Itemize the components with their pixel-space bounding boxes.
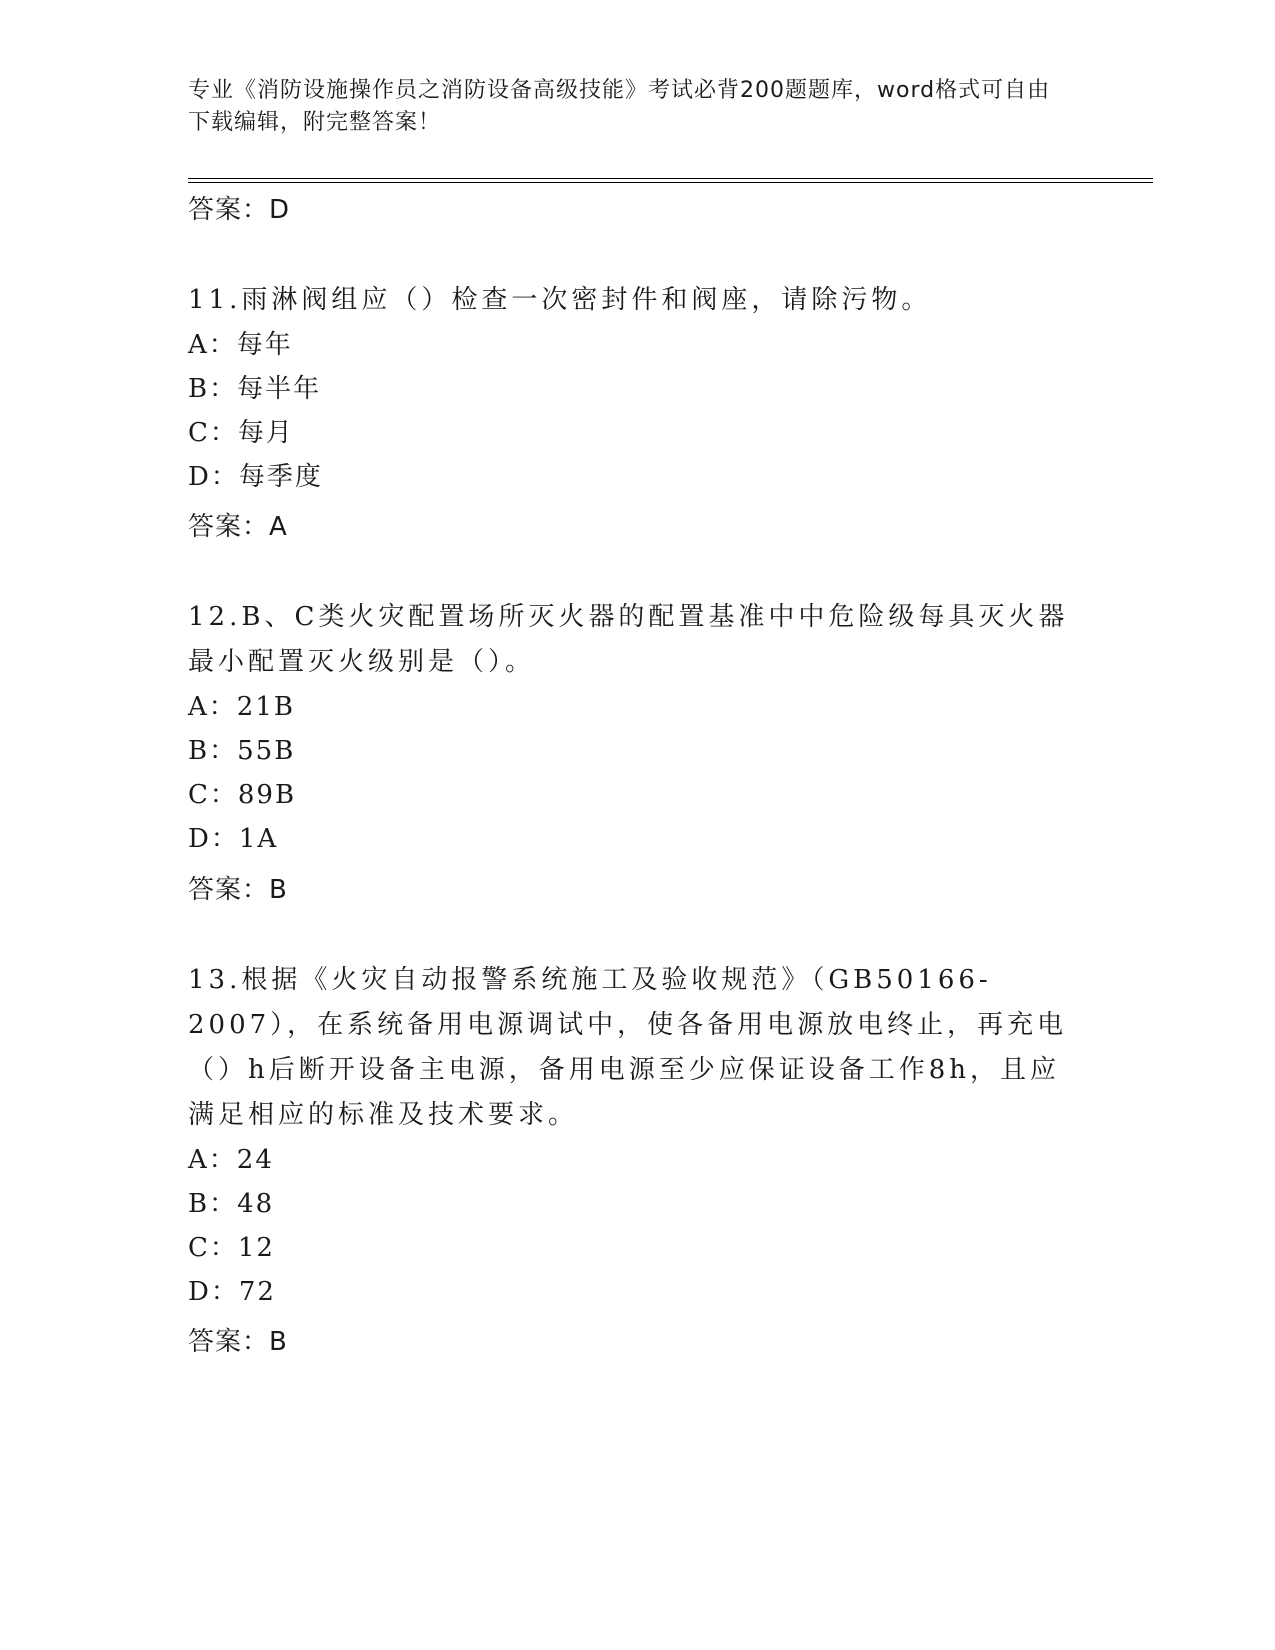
question-12-option-b: B：55B xyxy=(188,736,296,766)
question-12-option-d: D：1A xyxy=(188,824,279,854)
question-12-text: 12.B、C类火灾配置场所灭火器的配置基准中中危险级每具灭火器最小配置灭火级别是（）。 xyxy=(188,602,1069,677)
question-13-option-d: D：72 xyxy=(188,1277,276,1307)
question-12-answer: 答案：B xyxy=(188,875,288,905)
question-11-option-b: B：每半年 xyxy=(188,374,322,404)
question-13-option-a: A：24 xyxy=(188,1145,274,1175)
page-header: 专业《消防设施操作员之消防设备高级技能》考试必背200题题库，word格式可自由下载编辑，附完整答案！ xyxy=(188,78,1051,135)
question-11-option-c: C：每月 xyxy=(188,418,294,448)
question-11-option-d: D：每季度 xyxy=(188,462,323,492)
question-13-text: 13.根据《火灾自动报警系统施工及验收规范》（GB50166-2007），在系统备用电源调试中，使各备用电源放电终止，再充电（）h后断开设备主电源，备用电源至少应保证设备工作8h，且应满足相应的标准及技术要求。 xyxy=(188,965,1068,1130)
question-13-option-b: B：48 xyxy=(188,1189,275,1219)
question-11-option-a: A：每年 xyxy=(188,330,293,360)
question-13-option-c: C：12 xyxy=(188,1233,275,1263)
question-12-option-c: C：89B xyxy=(188,780,297,810)
question-11-answer: 答案：A xyxy=(188,512,288,542)
question-12-option-a: A：21B xyxy=(188,692,295,722)
question-13-answer: 答案：B xyxy=(188,1327,288,1357)
header-divider xyxy=(188,178,1153,183)
question-11-text: 11.雨淋阀组应（）检查一次密封件和阀座，请除污物。 xyxy=(188,285,932,315)
answer-line-prev: 答案：D xyxy=(188,195,291,225)
